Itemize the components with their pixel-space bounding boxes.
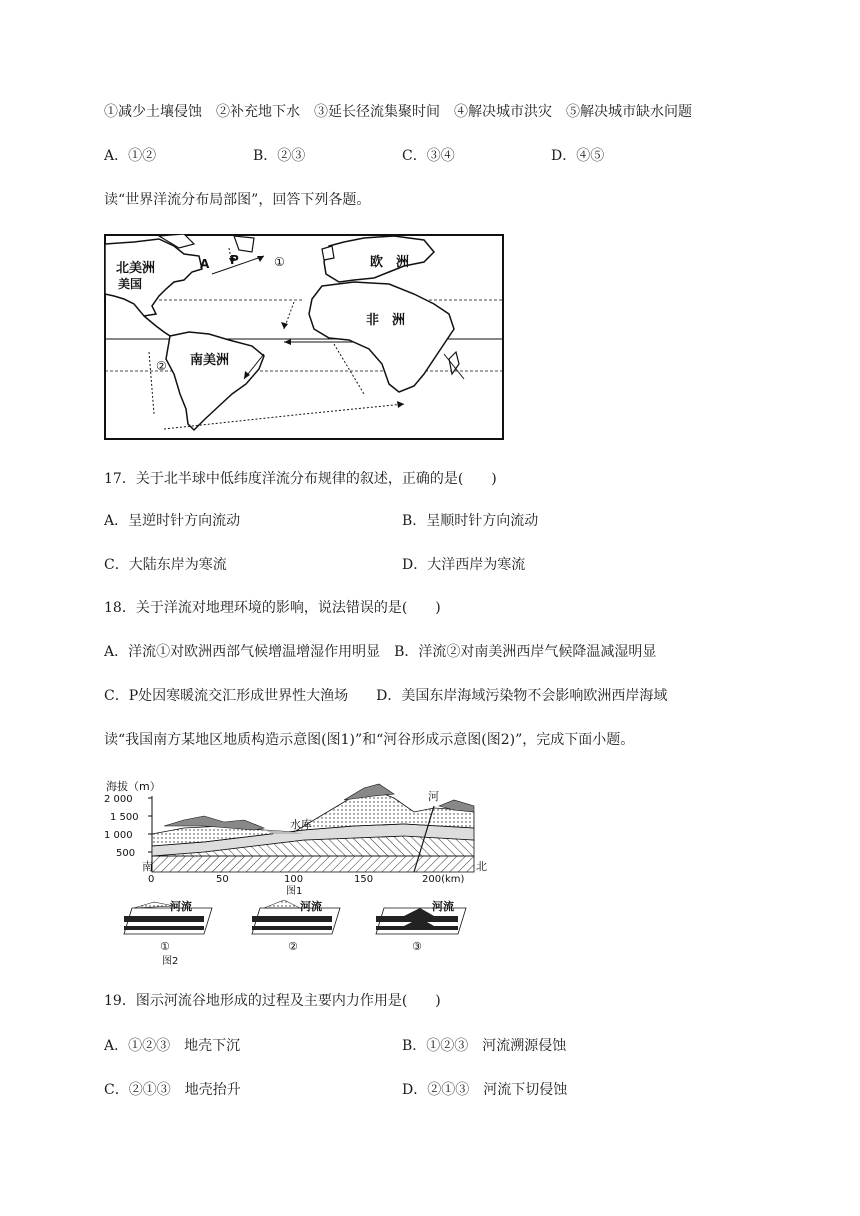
q16-option-a: A．①②: [104, 148, 157, 164]
q18-options-ab: A．洋流①对欧洲西部气候增温增湿作用明显 B．洋流②对南美洲西岸气候降温减湿明显: [104, 644, 657, 660]
fig2-river-2: 河流: [300, 900, 322, 913]
label-p: P: [230, 253, 239, 267]
fig1-xtick-200: 200(km): [422, 874, 465, 885]
label-south-america: 南美洲: [190, 353, 230, 368]
fig1-north: 北: [476, 860, 487, 873]
fig1-south: 南: [142, 860, 153, 873]
q19-option-c: C．②①③ 地壳抬升: [104, 1082, 241, 1098]
q19-stem: 19．图示河流谷地形成的过程及主要内力作用是( ): [104, 993, 441, 1009]
fig1-ytick-2000: 2 000: [104, 794, 133, 805]
fig1-xtick-100: 100: [284, 874, 304, 885]
label-africa: 非 洲: [366, 313, 406, 328]
label-north-america: 北美洲: [116, 261, 156, 276]
label-a: A: [200, 257, 210, 271]
fig1-ylabel: 海拔（m）: [106, 780, 161, 793]
q17-stem: 17．关于北半球中低纬度洋流分布规律的叙述，正确的是( ): [104, 471, 497, 487]
fig1-xtick-150: 150: [354, 874, 374, 885]
q17-option-d: D．大洋西岸为寒流: [402, 557, 526, 573]
q19-option-a: A．①②③ 地壳下沉: [104, 1038, 241, 1054]
q16-items: ①减少土壤侵蚀 ②补充地下水 ③延长径流集聚时间 ④解决城市洪灾 ⑤解决城市缺水问题: [104, 104, 692, 120]
valley-block-3: [376, 899, 466, 934]
fig1-label: 图1: [286, 886, 303, 897]
intro-ocean-map: 读“世界洋流分布局部图”，回答下列各题。: [104, 192, 371, 208]
q19-option-b: B．①②③ 河流溯源侵蚀: [402, 1038, 567, 1054]
label-current-2: ②: [156, 359, 167, 373]
q18-stem: 18．关于洋流对地理环境的影响，说法错误的是( ): [104, 600, 441, 616]
q17-option-b: B．呈顺时针方向流动: [402, 513, 539, 529]
fig2-block-1: ①: [160, 940, 170, 953]
fig1-xtick-0: 0: [148, 874, 155, 885]
fig2-block-3: ③: [412, 940, 422, 953]
ocean-current-map: [104, 234, 504, 440]
fig1-river: 河: [428, 790, 439, 803]
q18-options-cd: C．P处因寒暖流交汇形成世界性大渔场 D．美国东岸海域污染物不会影响欧洲西岸海域: [104, 688, 668, 704]
q19-option-d: D．②①③ 河流下切侵蚀: [402, 1082, 568, 1098]
q17-option-c: C．大陆东岸为寒流: [104, 557, 227, 573]
fig1-reservoir: 水库: [290, 818, 312, 831]
fig1-ytick-500: 500: [116, 848, 136, 859]
fig2-label: 图2: [162, 956, 179, 967]
fig1-xtick-50: 50: [216, 874, 229, 885]
intro-geology: 读“我国南方某地区地质构造示意图(图1)”和“河谷形成示意图(图2)”，完成下面小题。: [104, 732, 635, 748]
fig2-river-3: 河流: [432, 900, 454, 913]
label-europe: 欧 洲: [370, 255, 410, 270]
fig2-river-1: 河流: [170, 900, 192, 913]
valley-block-1: [124, 899, 212, 934]
geology-figure: [104, 776, 494, 970]
q16-option-c: C．③④: [402, 148, 455, 164]
fig1-ytick-1500: 1 500: [110, 812, 139, 823]
label-current-1: ①: [274, 255, 285, 269]
q16-option-d: D．④⑤: [551, 148, 605, 164]
fig2-block-2: ②: [288, 940, 298, 953]
q16-option-b: B．②③: [253, 148, 306, 164]
label-usa: 美国: [118, 277, 143, 291]
valley-block-2: [252, 899, 340, 934]
q17-option-a: A．呈逆时针方向流动: [104, 513, 241, 529]
fig1-ytick-1000: 1 000: [104, 830, 133, 841]
